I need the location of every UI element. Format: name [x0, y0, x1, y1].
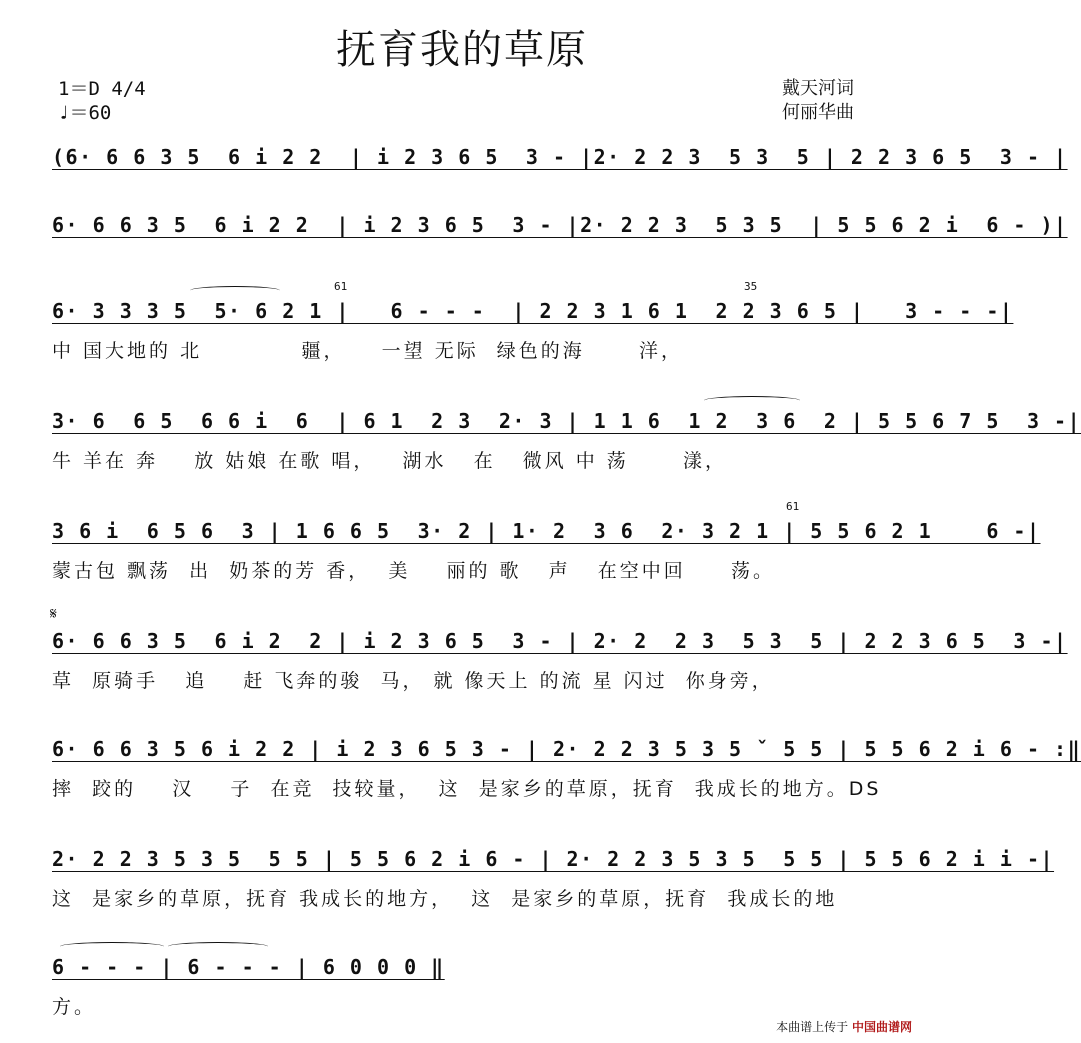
lyrics-line: 中 国大地的 北 疆， 一望 无际 绿色的海 洋， [52, 340, 684, 362]
segno-mark: 𝄋 [50, 604, 57, 623]
source-prefix: 本曲谱上传于 [776, 1020, 849, 1034]
notes-line: 6· 6 6 3 5 6 i 2 2 | i 2 3 6 5 3 - | 2· 2 2 3 5 3 5 ˇ 5 5 | 5 5 6 2 i 6 - :‖ [52, 737, 1081, 761]
lyrics-line: 草 原骑手 追 赶 飞奔的骏 马， 就 像天上 的流 星 闪过 你身旁， [52, 670, 774, 692]
grace-note: 61 [334, 280, 348, 293]
lyrics-line: 蒙古包 飘荡 出 奶茶的芳 香， 美 丽的 歌 声 在空中回 荡。 [52, 560, 775, 582]
tempo-mark: ♩＝60 [58, 102, 112, 124]
tie-mark [168, 942, 268, 951]
composer-credit: 何丽华曲 [782, 102, 854, 123]
lyrics-line: 方。 [52, 996, 97, 1018]
notes-line: 2· 2 2 3 5 3 5 5 5 | 5 5 6 2 i 6 - | 2· 2 2 3 5 3 5 5 5 | 5 5 6 2 i i -| [52, 847, 1055, 871]
notes-line: 3· 6 6 5 6 6 i 6 | 6 1 2 3 2· 3 | 1 1 6 1 2 3 6 2 | 5 5 6 7 5 3 -| [52, 409, 1081, 433]
notes-line: 6· 6 6 3 5 6 i 2 2 | i 2 3 6 5 3 - | 2· 2 2 3 5 3 5 | 2 2 3 6 5 3 -| [52, 629, 1068, 653]
lyrics-line [52, 182, 882, 212]
page-title: 抚育我的草原 [336, 27, 588, 73]
lyricist-credit: 戴天河词 [782, 78, 854, 99]
source-credit [776, 1018, 912, 1035]
notes-line: 6· 6 6 3 5 6 i 2 2 | i 2 3 6 5 3 - |2· 2 2 3 5 3 5 | 5 5 6 2 i 6 - )| [52, 213, 1068, 237]
grace-note: 35 [744, 280, 758, 293]
lyrics-line [52, 250, 882, 280]
source-brand-link[interactable]: 中国曲谱网 [851, 1020, 912, 1034]
lyrics-line: 这 是家乡的草原，抚育 我成长的地方， 这 是家乡的草原，抚育 我成长的地 [52, 888, 838, 910]
grace-note: 61 [786, 500, 800, 513]
tie-mark [60, 942, 164, 951]
lyrics-line: 摔 跤的 汉 子 在竞 技较量， 这 是家乡的草原，抚育 我成长的地方。DS [52, 778, 882, 800]
tie-mark [704, 396, 800, 405]
notes-line: 6· 3 3 3 5 5· 6 2 1 | 6 - - - | 2 2 3 1 6 1 2 2 3 6 5 | 3 - - -| [52, 299, 1014, 323]
key-signature: 1＝D 4/4 [58, 78, 146, 100]
notes-line: 3 6 i 6 5 6 3 | 1 6 6 5 3· 2 | 1· 2 3 6 2· 3 2 1 | 5 5 6 2 1 6 -| [52, 519, 1041, 543]
notes-line: (6· 6 6 3 5 6 i 2 2 | i 2 3 6 5 3 - |2· 2 2 3 5 3 5 | 2 2 3 6 5 3 - | [52, 145, 1068, 169]
tie-mark [190, 286, 280, 295]
notes-line: 6 - - - | 6 - - - | 6 0 0 0 ‖ [52, 955, 445, 979]
lyrics-line: 牛 羊在 奔 放 姑娘 在歌 唱， 湖水 在 微风 中 荡 漾， [52, 450, 728, 472]
